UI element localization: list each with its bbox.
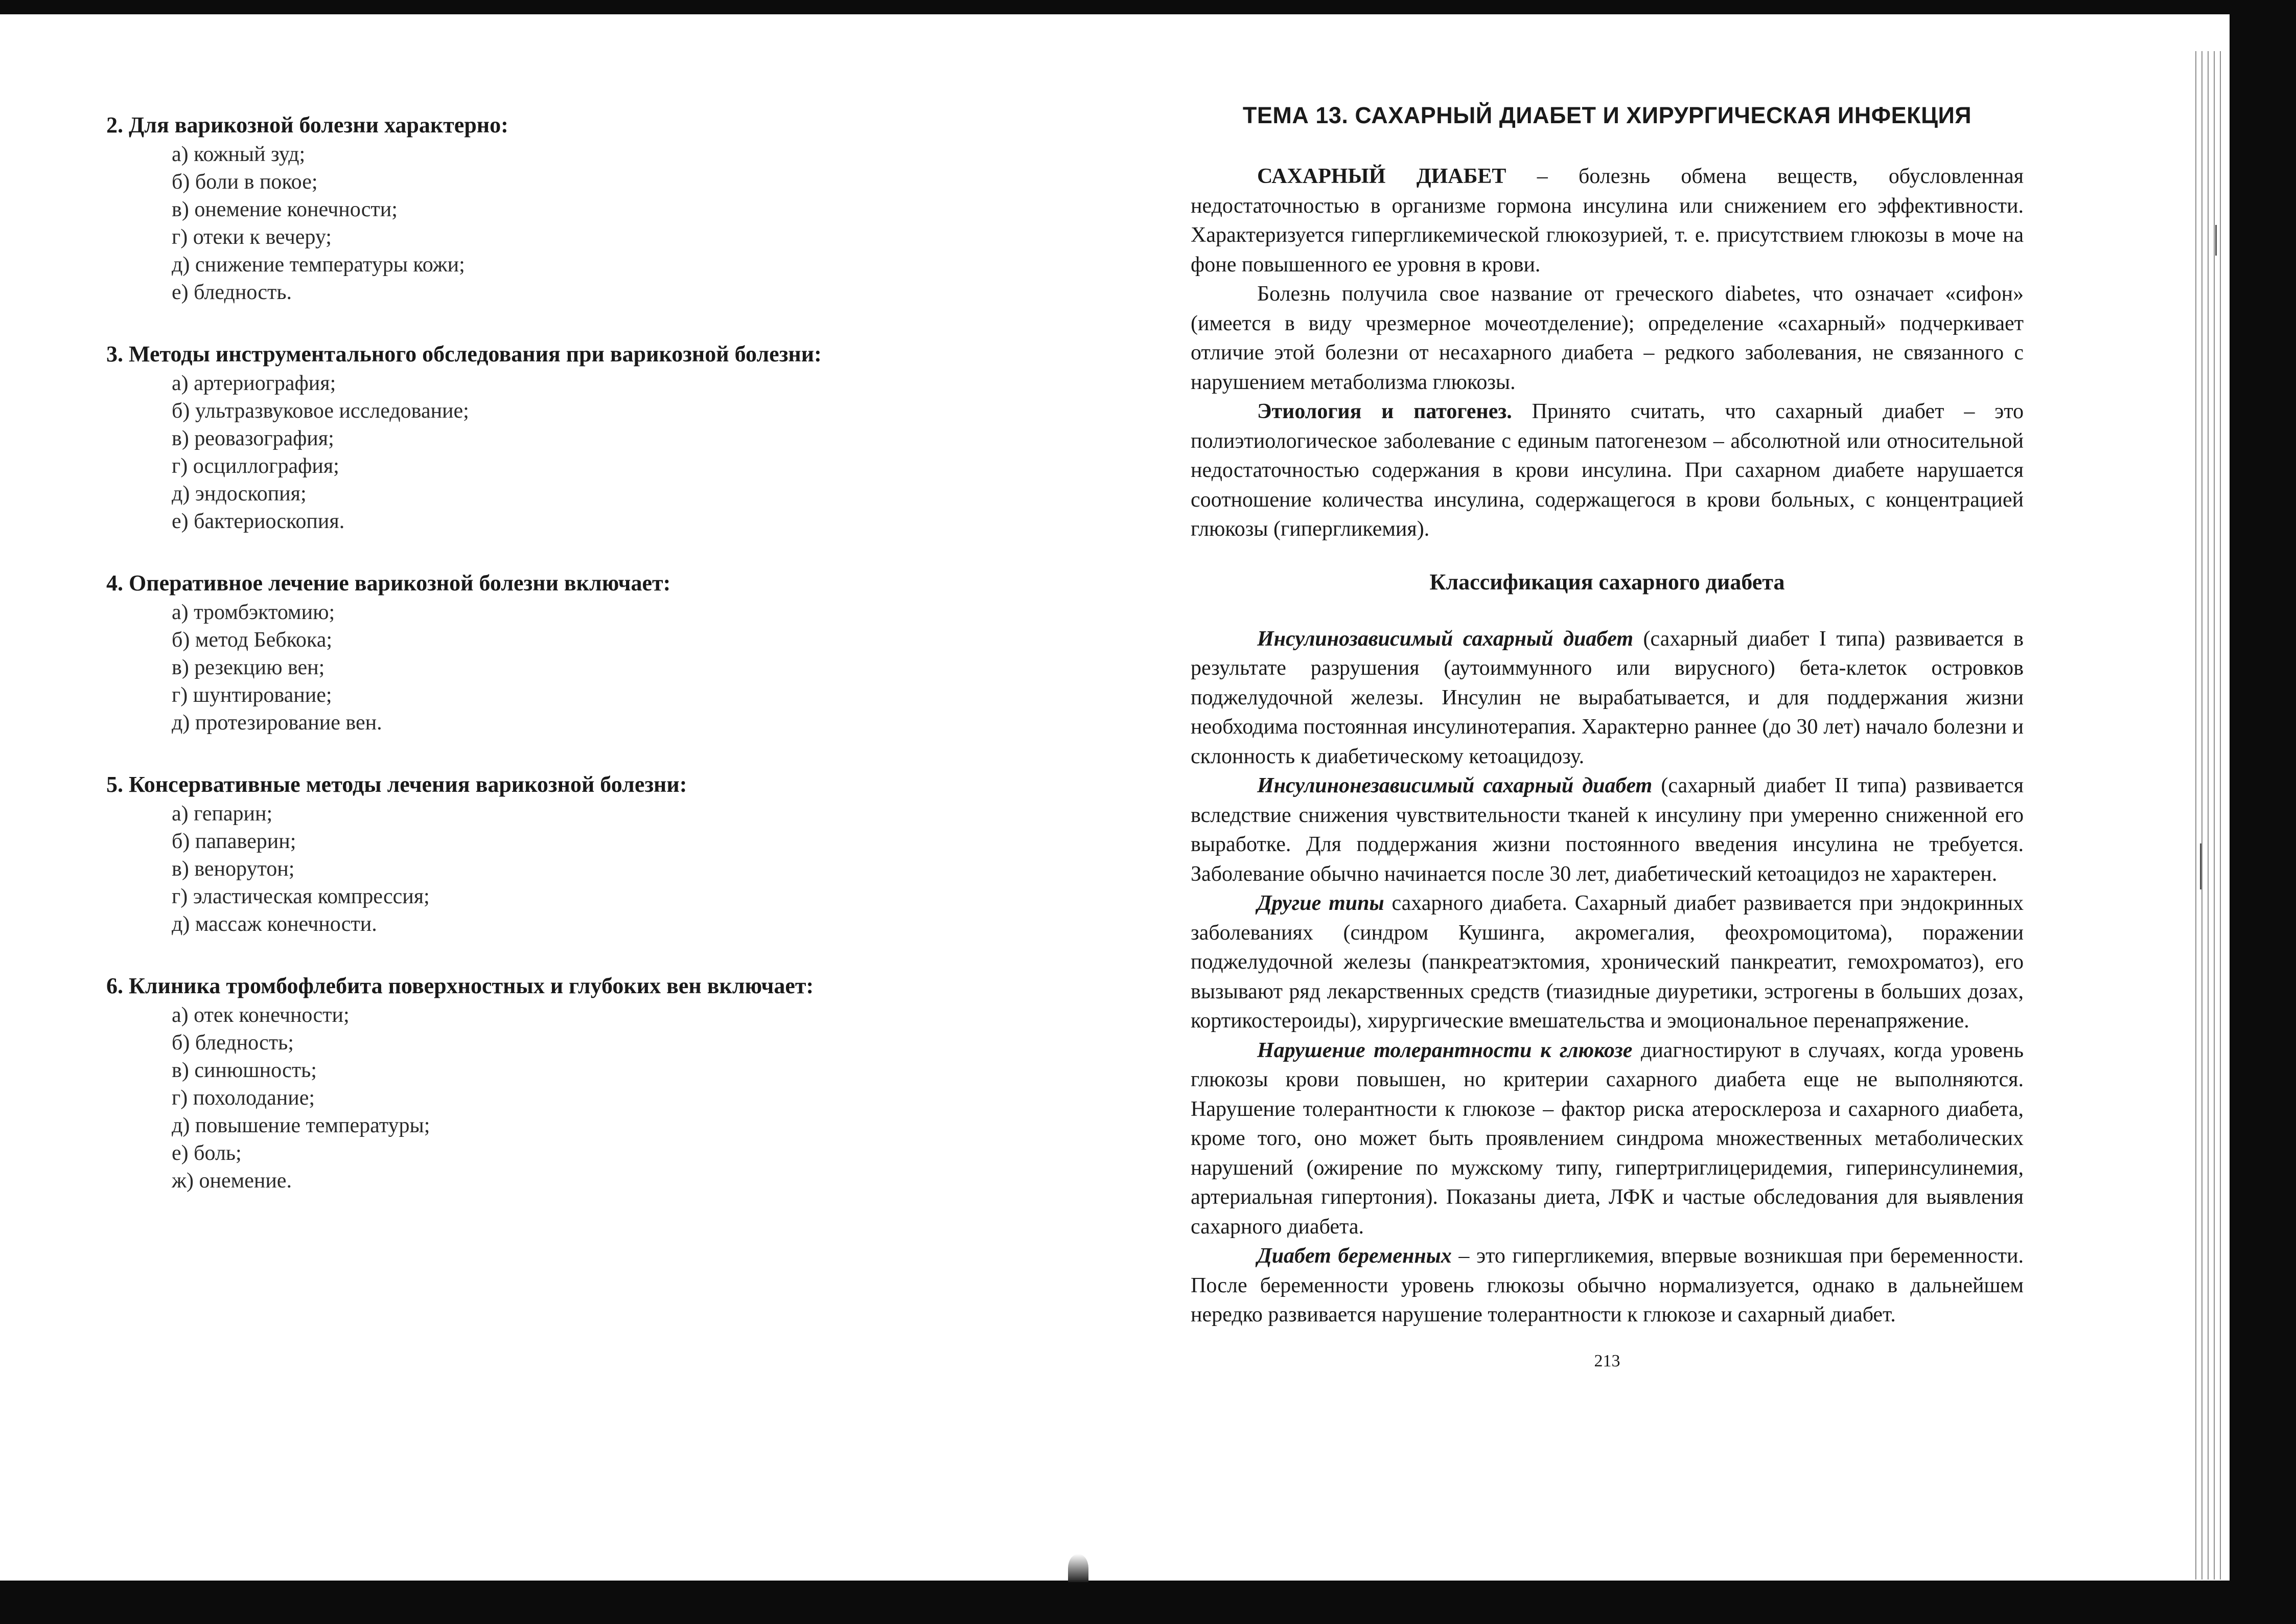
answer-options [172, 800, 1036, 938]
answer-option: б) ультразвуковое исследование; [172, 399, 469, 423]
answer-options [172, 370, 1036, 535]
type-paragraph [1191, 625, 2024, 772]
paragraph-text: (сахарный диабет I типа) развивается в результате разрушения (аутоиммунного или вирусного) бета-клеток островков поджелудочной железы. Инсулин не вырабатывается, и для поддержания жизни необходима постоянная инсулинотерапия. Характерно раннее (до 30 лет) начало болезни и склонность к диабетическому кетоацидозу. [1191, 627, 2024, 768]
question-2 [106, 110, 1036, 306]
answer-option: а) гепарин; [172, 802, 273, 826]
scan-bottom-edge [0, 1581, 2296, 1624]
term: Диабет беременных [1257, 1244, 1452, 1268]
question-5 [106, 769, 1036, 938]
answer-option: а) артериография; [172, 372, 336, 395]
right-page [1191, 102, 2024, 1371]
term: Другие типы [1257, 891, 1384, 915]
term: Инсулинозависимый сахарный диабет [1257, 627, 1634, 651]
chapter-title: ТЕМА 13. САХАРНЫЙ ДИАБЕТ И ХИРУРГИЧЕСКАЯ ИНФЕКЦИЯ [1242, 102, 1972, 128]
question-3 [106, 339, 1036, 535]
type-paragraph [1191, 889, 2024, 1036]
paragraph-text: – это гипергликемия, впервые возникшая при беременности. После беременности уровень глюкозы обычно нормализуется, однако в дальнейшем нередко развивается нарушение толерантности к глюкозе и сахарный диабет. [1191, 1244, 2024, 1326]
paragraph-text: (сахарный диабет II типа) развивается вследствие снижения чувствительности тканей к инсулину при умеренно сниженной его выработке. Для поддержания жизни постоянного введения инсулина не требуется. Заболевание обычно начинается после 30 лет, диабетический кетоацидоз не характерен. [1191, 774, 2024, 886]
term: Этиология и патогенез. [1257, 400, 1512, 423]
origin-paragraph: Болезнь получила свое название от греческого diabetes, что означает «сифон» (имеется в виду чрезмерное мочеотделение); определение «сахарный» подчеркивает отличие этой болезни от несахарного диабета – редкого заболевания, не связанного с нарушением метаболизма глюкозы. [1191, 282, 2024, 394]
answer-option: в) синюшность; [172, 1059, 317, 1082]
scan-top-edge [0, 0, 2296, 14]
answer-option: а) кожный зуд; [172, 143, 306, 166]
answer-option: в) венорутон; [172, 857, 295, 881]
scan-artifact [2215, 225, 2217, 256]
answer-option: в) резекцию вен; [172, 656, 325, 679]
type-paragraph [1191, 1242, 2024, 1330]
answer-option: а) отек конечности; [172, 1003, 350, 1027]
answer-option: е) боль; [172, 1141, 242, 1165]
scan-right-edge [2230, 0, 2296, 1624]
answer-option: в) реовазография; [172, 427, 334, 450]
question-heading: 6. Клиника тромбофлебита поверхностных и глубоких вен включает: [106, 973, 814, 998]
answer-option: е) бактериоскопия. [172, 510, 345, 533]
term: Нарушение толерантности к глюкозе [1257, 1038, 1633, 1062]
paragraph-text: сахарного диабета. Сахарный диабет развивается при эндокринных заболеваниях (синдром Кушинга, акромегалия, феохромоцитома), поражении поджелудочной железы (панкреатэктомия, хронический панкреатит, гемохроматоз), его вызывают ряд лекарственных средств (тиазидные диуретики, эстрогены в больших дозах, кортикостероиды), хирургические вмешательства и эмоциональное перенапряжение. [1191, 891, 2024, 1033]
answer-option: д) снижение температуры кожи; [172, 253, 465, 277]
term: Инсулинонезависимый сахарный диабет [1257, 774, 1653, 797]
intro-paragraph [1191, 162, 2024, 280]
answer-option: г) шунтирование; [172, 683, 332, 707]
question-6 [106, 971, 1036, 1195]
page-number: 213 [1594, 1351, 1620, 1370]
paragraph-text: – болезнь обмена веществ, обусловленная недостаточностью в организме гормона инсулина или снижением его эффективности. Характеризуется гипергликемической глюкозурией, т. е. присутствием глюкозы в моче на фоне повышенного ее уровня в крови. [1191, 165, 2024, 277]
answer-option: д) протезирование вен. [172, 711, 382, 735]
left-page [106, 110, 1036, 1227]
answer-option: б) метод Бебкока; [172, 628, 333, 652]
answer-option: г) похолодание; [172, 1086, 315, 1110]
answer-option: е) бледность. [172, 281, 292, 304]
answer-option: д) эндоскопия; [172, 482, 307, 506]
answer-option: д) повышение температуры; [172, 1114, 430, 1137]
answer-option: б) бледность; [172, 1031, 294, 1055]
answer-option: ж) онемение. [172, 1169, 292, 1193]
question-heading: 4. Оперативное лечение варикозной болезни включает: [106, 570, 671, 596]
type-paragraph [1191, 771, 2024, 889]
etiology-paragraph [1191, 397, 2024, 544]
answer-option: г) эластическая компрессия; [172, 885, 430, 908]
section-heading: Классификация сахарного диабета [1429, 569, 1785, 594]
type-paragraph [1191, 1036, 2024, 1242]
paragraph-text: диагностируют в случаях, когда уровень глюкозы крови повышен, но критерии сахарного диабета еще не выполняются. Нарушение толерантности к глюкозе – фактор риска атеросклероза и сахарного диабета, кроме того, оно может быть проявлением синдрома множественных метаболических нарушений (ожирение по мужскому типу, гипертриглицеридемия, гиперинсулинемия, артериальная гипертония). Показаны диета, ЛФК и частые обследования для выявления сахарного диабета. [1191, 1038, 2024, 1239]
page-edges [2192, 51, 2223, 1580]
scan-artifact [2200, 843, 2201, 889]
answer-option: а) тромбэктомию; [172, 601, 335, 624]
answer-options [172, 1001, 1036, 1195]
answer-option: в) онемение конечности; [172, 198, 398, 221]
answer-option: г) осциллография; [172, 454, 339, 478]
answer-option: б) боли в покое; [172, 170, 318, 194]
answer-option: д) массаж конечности. [172, 912, 377, 936]
question-4 [106, 568, 1036, 737]
question-heading: 3. Методы инструментального обследования при варикозной болезни: [106, 341, 822, 367]
answer-options [172, 141, 1036, 306]
question-heading: 2. Для варикозной болезни характерно: [106, 112, 508, 138]
question-heading: 5. Консервативные методы лечения варикозной болезни: [106, 772, 687, 797]
answer-options [172, 599, 1036, 737]
term: САХАРНЫЙ ДИАБЕТ [1257, 165, 1506, 188]
answer-option: б) папаверин; [172, 830, 296, 853]
answer-option: г) отеки к вечеру; [172, 225, 332, 249]
paragraph-text: Принято считать, что сахарный диабет – это полиэтиологическое заболевание с единым патогенезом – абсолютной или относительной недостаточностью содержания в крови инсулина. При сахарном диабете нарушается соотношение количества инсулина, содержащегося в крови больных, с концентрацией глюкозы (гипергликемия). [1191, 400, 2024, 541]
book-spine [1068, 1554, 1088, 1582]
